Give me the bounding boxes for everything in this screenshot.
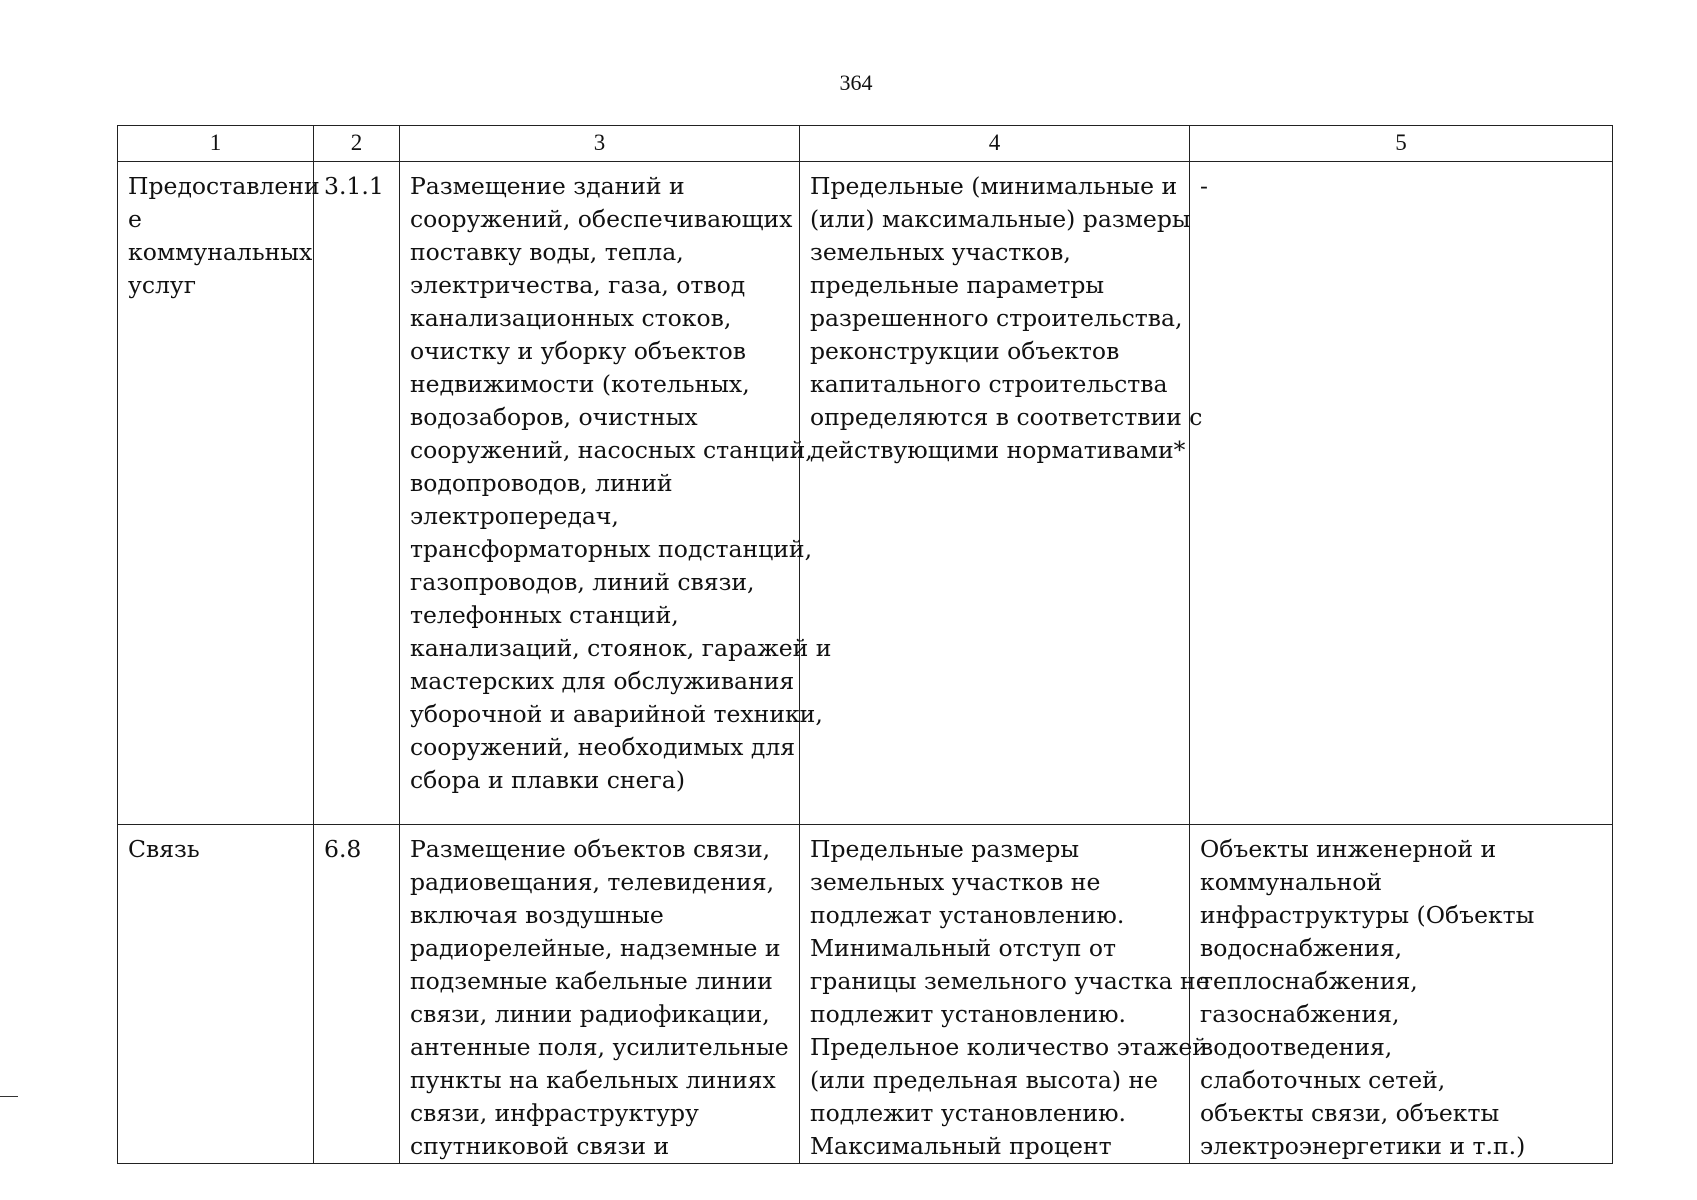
cell-text-line: электричества, газа, отвод (410, 271, 746, 299)
cell-text-line: Связь (128, 835, 200, 863)
cell-text-line: газопроводов, линий связи, (410, 568, 755, 596)
cell-text-line: земельных участков не (810, 868, 1101, 896)
cell-text-line: подлежит установлению. (810, 1099, 1126, 1127)
cell-text-line: объекты связи, объекты (1200, 1099, 1500, 1127)
cell-text-line: (или) максимальные) размеры (810, 205, 1191, 233)
cell-text-line: Предельные размеры (810, 835, 1080, 863)
line-container (128, 833, 303, 866)
cell-text-line: Минимальный отступ от (810, 934, 1116, 962)
cell-text-line: инфраструктуры (Объекты (1200, 901, 1535, 929)
cell-text-line: мастерских для обслуживания (410, 667, 795, 695)
margin-tick-mark (0, 1096, 18, 1097)
cell-text-line: радиорелейные, надземные и (410, 934, 781, 962)
cell-text-line: подземные кабельные линии (410, 967, 773, 995)
cell-text-line: сооружений, насосных станций, (410, 436, 813, 464)
page-number: 364 (839, 70, 873, 95)
table-row (118, 825, 1613, 1164)
line-container (410, 170, 832, 797)
use-description-cell (400, 162, 832, 825)
parameter-limits-cell (800, 162, 1203, 825)
line-container (410, 833, 789, 1163)
cell-text-line: электропередач, (410, 502, 619, 530)
cell-text-line: канализаций, стоянок, гаражей и (410, 634, 832, 662)
cell-text-line: Размещение зданий и (410, 172, 685, 200)
zoning-table (117, 125, 1613, 1164)
line-container (128, 170, 320, 302)
cell-text-line: предельные параметры (810, 271, 1105, 299)
cell-text-line: сооружений, обеспечивающих (410, 205, 793, 233)
use-description-cell (400, 825, 800, 1164)
cell-text-line: сбора и плавки снега) (410, 766, 685, 794)
cell-text-line: уборочной и аварийной техники, (410, 700, 823, 728)
cell-text-line: водоснабжения, (1200, 934, 1403, 962)
cell-text-line: связи, линии радиофикации, (410, 1000, 770, 1028)
cell-text-line: Объекты инженерной и (1200, 835, 1497, 863)
cell-text-line: Предельное количество этажей (810, 1033, 1208, 1061)
cell-text-line: недвижимости (котельных, (410, 370, 750, 398)
cell-text-line: водозаборов, очистных (410, 403, 698, 431)
cell-text-line: коммунальной (1200, 868, 1383, 896)
cell-text-line: е (128, 205, 142, 233)
use-code-cell: 6.8 (314, 825, 400, 1164)
column-header-3: 3 (400, 126, 800, 162)
line-container (810, 833, 1210, 1163)
cell-text-line: антенные поля, усилительные (410, 1033, 789, 1061)
cell-text-line: включая воздушные (410, 901, 664, 929)
cell-text-line: пункты на кабельных линиях (410, 1066, 776, 1094)
cell-text-line: подлежит установлению. (810, 1000, 1126, 1028)
cell-text-line: слаботочных сетей, (1200, 1066, 1446, 1094)
cell-text-line: водоотведения, (1200, 1033, 1393, 1061)
cell-text-line: действующими нормативами* (810, 436, 1186, 464)
cell-text-line: поставку воды, тепла, (410, 238, 684, 266)
cell-text-line: сооружений, необходимых для (410, 733, 796, 761)
cell-text-line: Предельные (минимальные и (810, 172, 1178, 200)
cell-text-line: границы земельного участка не (810, 967, 1210, 995)
cell-text-line: Максимальный процент (810, 1132, 1112, 1160)
cell-text-line: определяются в соответствии с (810, 403, 1203, 431)
cell-text-line: электроэнергетики и т.п.) (1200, 1132, 1526, 1160)
use-type-name-cell (118, 825, 314, 1164)
use-type-name-cell (118, 162, 320, 825)
cell-text-line: (или предельная высота) не (810, 1066, 1159, 1094)
table-row (118, 162, 1613, 825)
cell-text-line: разрешенного строительства, (810, 304, 1183, 332)
cell-text-line: радиовещания, телевидения, (410, 868, 775, 896)
cell-text-line: подлежат установлению. (810, 901, 1125, 929)
notes-cell (1190, 825, 1613, 1164)
use-code-cell: 3.1.1 (314, 162, 400, 825)
table-header-row (118, 126, 1613, 162)
cell-text-line: водопроводов, линий (410, 469, 673, 497)
column-header-4: 4 (800, 126, 1190, 162)
cell-text-line: спутниковой связи и (410, 1132, 670, 1160)
line-container (1200, 170, 1602, 203)
column-header-2: 2 (314, 126, 400, 162)
cell-text-line: капитального строительства (810, 370, 1168, 398)
column-header-5: 5 (1190, 126, 1613, 162)
cell-text-line: газоснабжения, (1200, 1000, 1400, 1028)
notes-cell (1190, 162, 1613, 825)
cell-text-line: очистку и уборку объектов (410, 337, 746, 365)
cell-text-line: связи, инфраструктуру (410, 1099, 699, 1127)
line-container (1200, 833, 1602, 1163)
cell-text-line: канализационных стоков, (410, 304, 732, 332)
parameter-limits-cell (800, 825, 1210, 1164)
cell-text-line: трансформаторных подстанций, (410, 535, 813, 563)
cell-text-line: телефонных станций, (410, 601, 679, 629)
cell-text-line: реконструкции объектов (810, 337, 1120, 365)
cell-text-line: Размещение объектов связи, (410, 835, 771, 863)
cell-text-line: - (1200, 172, 1208, 200)
cell-text-line: Предоставлени (128, 172, 320, 200)
column-header-1: 1 (118, 126, 314, 162)
cell-text-line: услуг (128, 271, 197, 299)
cell-text-line: коммунальных (128, 238, 313, 266)
cell-text-line: земельных участков, (810, 238, 1071, 266)
line-container (810, 170, 1203, 467)
cell-text-line: теплоснабжения, (1200, 967, 1418, 995)
